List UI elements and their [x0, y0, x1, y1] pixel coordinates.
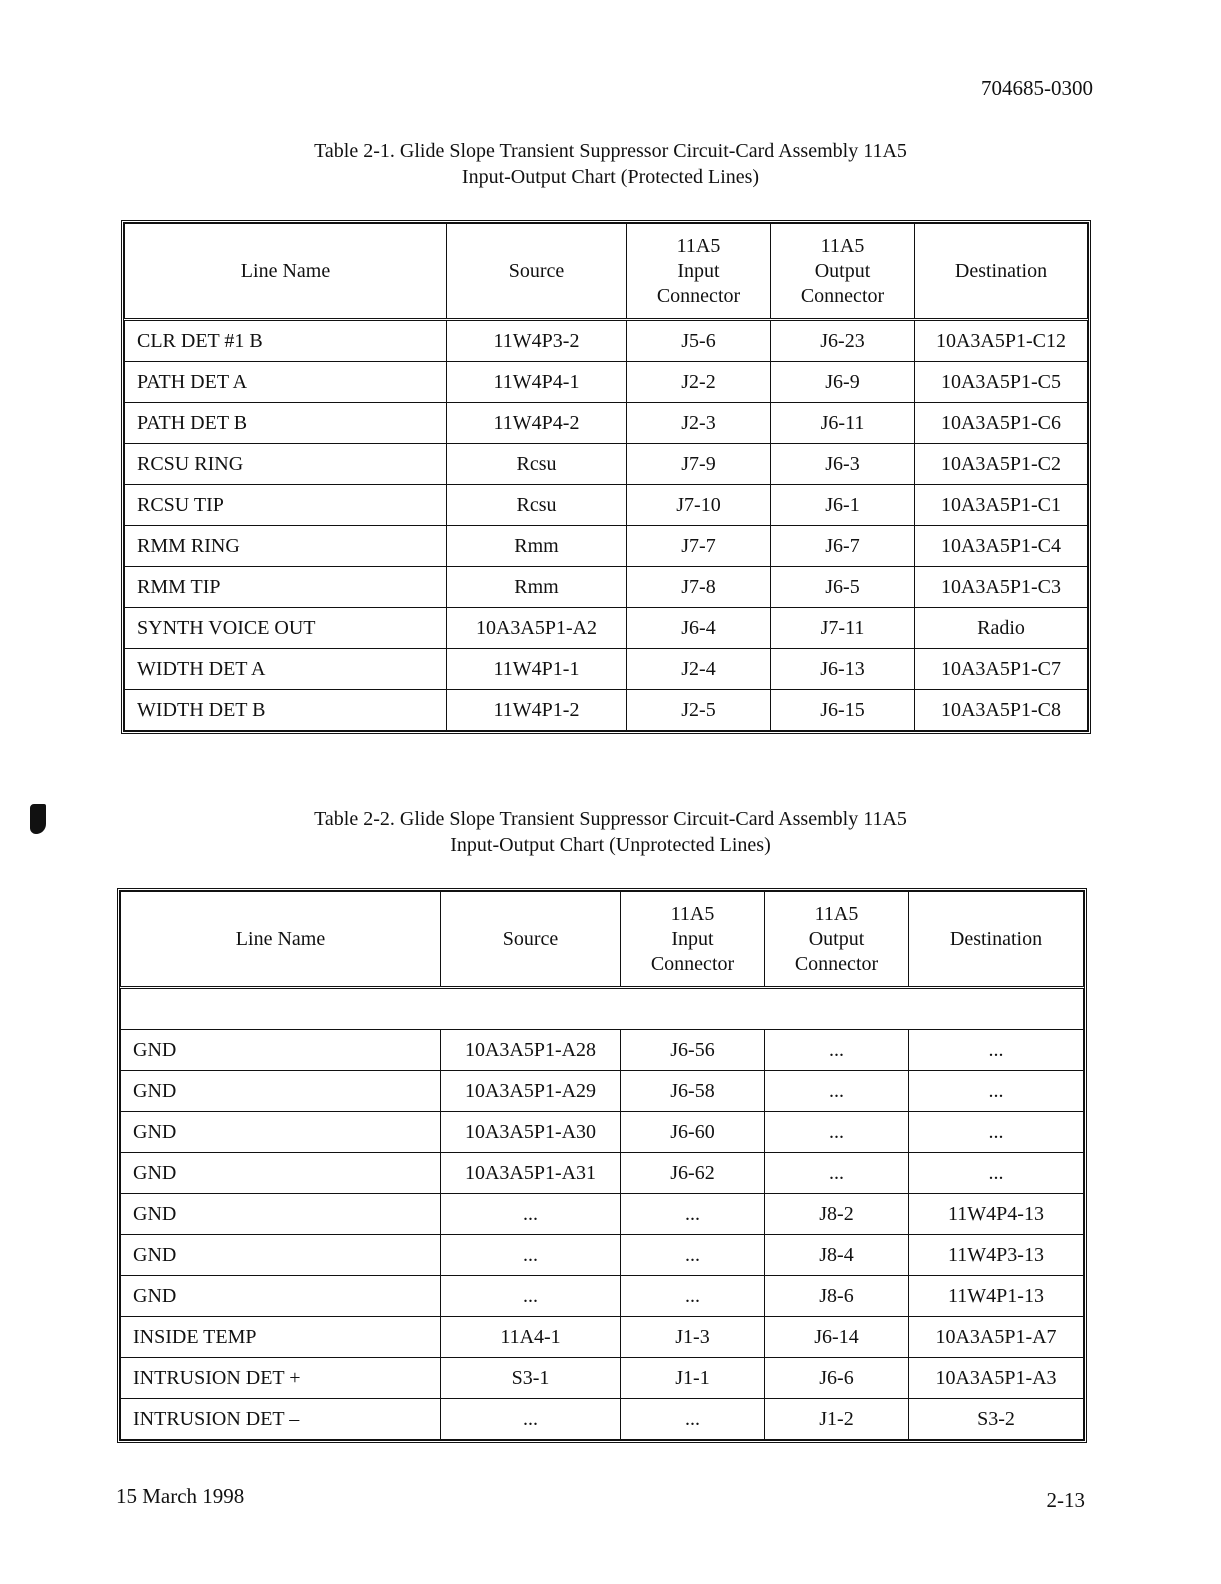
table-row — [121, 1030, 1084, 1071]
table-row — [121, 1235, 1084, 1276]
cell-output-connector: J6-9 — [771, 362, 915, 403]
cell-input-connector: J7-9 — [627, 444, 771, 485]
header-text: Connector — [650, 952, 735, 975]
cell-output-connector: J6-14 — [765, 1317, 909, 1358]
table2 — [117, 888, 1087, 1443]
cell-output-connector: J6-13 — [771, 649, 915, 690]
cell-line-name: RCSU RING — [125, 444, 447, 485]
footer-page-number: 2-13 — [1046, 1488, 1085, 1512]
cell-output-connector: J6-1 — [771, 485, 915, 526]
cell-output-connector: J8-2 — [765, 1194, 909, 1235]
table-row — [121, 1358, 1084, 1399]
table-row — [121, 1317, 1084, 1358]
cell-source: 11W4P1-1 — [447, 649, 627, 690]
header-text: 11A5 — [676, 234, 721, 257]
cell-line-name: RCSU TIP — [125, 485, 447, 526]
cell-destination: 10A3A5P1-C8 — [915, 690, 1088, 731]
table2-caption-subtitle: Input-Output Chart (Unprotected Lines) — [450, 834, 771, 856]
cell-source: 10A3A5P1-A28 — [441, 1030, 621, 1071]
table1-caption-subtitle: Input-Output Chart (Protected Lines) — [461, 166, 760, 188]
cell-destination: 11W4P1-13 — [909, 1276, 1084, 1317]
header-text: Connector — [656, 284, 741, 307]
cell-input-connector: J5-6 — [627, 320, 771, 362]
table1-caption-title: Table 2-1. Glide Slope Transient Suppressor Circuit-Card Assembly 11A5 — [314, 140, 907, 162]
cell-output-connector: J6-15 — [771, 690, 915, 731]
table1-header-output-connector — [771, 224, 915, 320]
header-text: Output — [808, 927, 865, 950]
cell-destination: 10A3A5P1-C5 — [915, 362, 1088, 403]
cell-input-connector: J6-58 — [621, 1071, 765, 1112]
table2-body — [121, 988, 1084, 1440]
cell-destination: 10A3A5P1-C12 — [915, 320, 1088, 362]
cell-line-name: INTRUSION DET + — [121, 1358, 441, 1399]
cell-destination: 10A3A5P1-C3 — [915, 567, 1088, 608]
footer-date: 15 March 1998 — [116, 1484, 245, 1508]
table-row — [125, 444, 1088, 485]
cell-output-connector: ... — [765, 1071, 909, 1112]
cell-input-connector: J6-4 — [627, 608, 771, 649]
table1 — [121, 220, 1091, 734]
cell-input-connector: J2-2 — [627, 362, 771, 403]
cell-input-connector: J2-4 — [627, 649, 771, 690]
table1-header-line-name: Line Name — [125, 224, 447, 320]
cell-destination: Radio — [915, 608, 1088, 649]
cell-source: 10A3A5P1-A30 — [441, 1112, 621, 1153]
table1-body — [125, 320, 1088, 731]
table-row — [121, 1276, 1084, 1317]
table-row — [121, 1153, 1084, 1194]
cell-destination: 10A3A5P1-C4 — [915, 526, 1088, 567]
cell-output-connector: J6-5 — [771, 567, 915, 608]
cell-line-name: RMM RING — [125, 526, 447, 567]
header-text: Connector — [800, 284, 885, 307]
cell-line-name: GND — [121, 1153, 441, 1194]
cell-output-connector: J6-23 — [771, 320, 915, 362]
cell-input-connector: ... — [621, 1235, 765, 1276]
table-row — [121, 1071, 1084, 1112]
table-row-blank — [121, 988, 1084, 1030]
cell-line-name: CLR DET #1 B — [125, 320, 447, 362]
table-row — [125, 608, 1088, 649]
cell-destination: ... — [909, 1030, 1084, 1071]
cell-line-name: GND — [121, 1194, 441, 1235]
cell-destination: 10A3A5P1-C6 — [915, 403, 1088, 444]
cell-line-name: RMM TIP — [125, 567, 447, 608]
cell-input-connector: ... — [621, 1276, 765, 1317]
cell-source: S3-1 — [441, 1358, 621, 1399]
cell-output-connector: J8-6 — [765, 1276, 909, 1317]
cell-source: Rmm — [447, 526, 627, 567]
cell-source: 11A4-1 — [441, 1317, 621, 1358]
table1-header-destination: Destination — [915, 224, 1088, 320]
header-text: 11A5 — [820, 234, 865, 257]
cell-output-connector: ... — [765, 1030, 909, 1071]
table2-caption — [0, 806, 1221, 858]
cell-destination: 11W4P4-13 — [909, 1194, 1084, 1235]
cell-source: ... — [441, 1399, 621, 1440]
cell-source: 10A3A5P1-A29 — [441, 1071, 621, 1112]
cell-source: Rcsu — [447, 485, 627, 526]
cell-source: ... — [441, 1194, 621, 1235]
cell-source: 10A3A5P1-A2 — [447, 608, 627, 649]
cell-destination: S3-2 — [909, 1399, 1084, 1440]
header-text: Input — [677, 259, 720, 282]
document-number: 704685-0300 — [981, 76, 1093, 100]
cell-line-name: INSIDE TEMP — [121, 1317, 441, 1358]
cell-line-name: SYNTH VOICE OUT — [125, 608, 447, 649]
table1-header-source: Source — [447, 224, 627, 320]
table-row — [125, 649, 1088, 690]
cell-output-connector: J6-6 — [765, 1358, 909, 1399]
table-row — [121, 1399, 1084, 1440]
cell-line-name: WIDTH DET B — [125, 690, 447, 731]
cell-source: 11W4P4-1 — [447, 362, 627, 403]
table-row — [125, 567, 1088, 608]
table2-header-input-connector — [621, 892, 765, 988]
cell-destination: ... — [909, 1153, 1084, 1194]
cell-destination: 10A3A5P1-C7 — [915, 649, 1088, 690]
cell-output-connector: ... — [765, 1153, 909, 1194]
cell-input-connector: J6-56 — [621, 1030, 765, 1071]
cell-line-name: GND — [121, 1071, 441, 1112]
cell-destination: 10A3A5P1-C2 — [915, 444, 1088, 485]
blank-cell — [121, 988, 1084, 1030]
cell-input-connector: J1-3 — [621, 1317, 765, 1358]
cell-line-name: PATH DET B — [125, 403, 447, 444]
table-row — [125, 485, 1088, 526]
cell-destination: ... — [909, 1112, 1084, 1153]
header-text: 11A5 — [670, 902, 715, 925]
cell-line-name: GND — [121, 1276, 441, 1317]
header-text: Input — [671, 927, 714, 950]
table2-header-destination: Destination — [909, 892, 1084, 988]
cell-line-name: GND — [121, 1030, 441, 1071]
cell-line-name: INTRUSION DET – — [121, 1399, 441, 1440]
cell-input-connector: J1-1 — [621, 1358, 765, 1399]
cell-destination: 10A3A5P1-A3 — [909, 1358, 1084, 1399]
cell-input-connector: ... — [621, 1399, 765, 1440]
cell-source: ... — [441, 1276, 621, 1317]
table-row — [125, 526, 1088, 567]
cell-source: 10A3A5P1-A31 — [441, 1153, 621, 1194]
cell-output-connector: J7-11 — [771, 608, 915, 649]
table1-caption — [0, 138, 1221, 190]
cell-input-connector: J6-62 — [621, 1153, 765, 1194]
cell-output-connector: J6-3 — [771, 444, 915, 485]
cell-source: 11W4P1-2 — [447, 690, 627, 731]
cell-line-name: PATH DET A — [125, 362, 447, 403]
cell-input-connector: ... — [621, 1194, 765, 1235]
cell-input-connector: J2-3 — [627, 403, 771, 444]
table2-header-line-name: Line Name — [121, 892, 441, 988]
cell-destination: ... — [909, 1071, 1084, 1112]
cell-output-connector: J6-11 — [771, 403, 915, 444]
table-row — [125, 403, 1088, 444]
table2-header-output-connector — [765, 892, 909, 988]
cell-line-name: GND — [121, 1235, 441, 1276]
cell-input-connector: J7-7 — [627, 526, 771, 567]
cell-output-connector: J6-7 — [771, 526, 915, 567]
table-row — [125, 320, 1088, 362]
cell-line-name: WIDTH DET A — [125, 649, 447, 690]
table2-header-source: Source — [441, 892, 621, 988]
header-text: Output — [814, 259, 871, 282]
header-text: Connector — [794, 952, 879, 975]
cell-input-connector: J2-5 — [627, 690, 771, 731]
cell-source: Rcsu — [447, 444, 627, 485]
cell-line-name: GND — [121, 1112, 441, 1153]
cell-destination: 10A3A5P1-A7 — [909, 1317, 1084, 1358]
cell-source: ... — [441, 1235, 621, 1276]
table-row — [125, 690, 1088, 731]
cell-output-connector: J1-2 — [765, 1399, 909, 1440]
cell-output-connector: ... — [765, 1112, 909, 1153]
table-row — [125, 362, 1088, 403]
cell-destination: 10A3A5P1-C1 — [915, 485, 1088, 526]
header-text: 11A5 — [814, 902, 859, 925]
table-row — [121, 1194, 1084, 1235]
cell-input-connector: J7-10 — [627, 485, 771, 526]
cell-source: 11W4P4-2 — [447, 403, 627, 444]
table2-caption-title: Table 2-2. Glide Slope Transient Suppressor Circuit-Card Assembly 11A5 — [314, 808, 907, 830]
cell-source: Rmm — [447, 567, 627, 608]
cell-destination: 11W4P3-13 — [909, 1235, 1084, 1276]
cell-source: 11W4P3-2 — [447, 320, 627, 362]
cell-output-connector: J8-4 — [765, 1235, 909, 1276]
cell-input-connector: J6-60 — [621, 1112, 765, 1153]
table1-header-input-connector — [627, 224, 771, 320]
cell-input-connector: J7-8 — [627, 567, 771, 608]
table-row — [121, 1112, 1084, 1153]
